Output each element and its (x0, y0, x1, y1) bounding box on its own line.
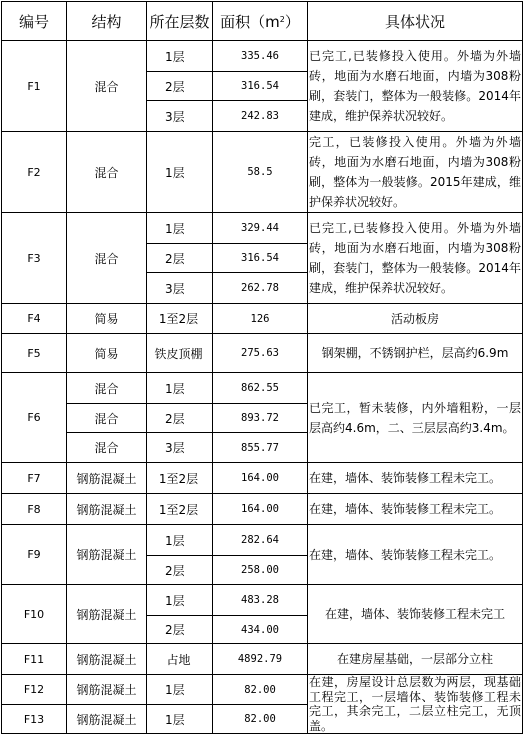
area-cell: 242.83 (213, 101, 308, 132)
structure-cell: 简易 (67, 304, 147, 334)
table-row (2, 525, 523, 556)
floor-cell: 2层 (147, 616, 213, 644)
status-description-cell: 已完工,已装修投入使用。外墙为外墙砖，地面为水磨石地面，内墙为308粉刷，套装门，整体为一般装修。2014年建成，维护保养状况较好。 (308, 213, 523, 304)
floor-cell: 2层 (147, 244, 213, 273)
header-floor: 所在层数 (147, 2, 213, 41)
floor-cell: 铁皮顶棚 (147, 334, 213, 373)
building-id-cell: F5 (2, 334, 67, 373)
floor-cell: 1层 (147, 585, 213, 616)
table-row (2, 334, 523, 373)
area-cell: 316.54 (213, 244, 308, 273)
table-row (2, 644, 523, 675)
area-cell: 483.28 (213, 585, 308, 616)
header-row (2, 2, 523, 41)
area-cell: 82.00 (213, 705, 308, 734)
structure-cell: 钢筋混凝土 (67, 463, 147, 494)
area-cell: 58.5 (213, 132, 308, 213)
floor-cell: 2层 (147, 72, 213, 101)
area-cell: 164.00 (213, 463, 308, 494)
table-row (2, 304, 523, 334)
structure-cell: 简易 (67, 334, 147, 373)
building-id-cell: F13 (2, 705, 67, 734)
status-description-cell: 已完工，暂未装修，内外墙粗粉，一层层高约4.6m，二、三层层高约3.4m。 (308, 373, 523, 463)
floor-cell: 2层 (147, 404, 213, 433)
structure-cell: 钢筋混凝土 (67, 585, 147, 644)
structure-cell: 混合 (67, 373, 147, 404)
status-description-cell: 在建，墙体、装饰装修工程未完工。 (308, 494, 523, 525)
area-cell: 893.72 (213, 404, 308, 433)
structure-cell: 混合 (67, 433, 147, 463)
building-id-cell: F1 (2, 41, 67, 132)
floor-cell: 1层 (147, 213, 213, 244)
structure-cell: 钢筋混凝土 (67, 525, 147, 585)
floor-cell: 3层 (147, 101, 213, 132)
floor-cell: 1层 (147, 705, 213, 734)
property-status-table (1, 1, 523, 734)
table-body (2, 41, 523, 734)
floor-cell: 1层 (147, 675, 213, 705)
header-id: 编号 (2, 2, 67, 41)
table-row (2, 675, 523, 705)
structure-cell: 混合 (67, 132, 147, 213)
area-cell: 329.44 (213, 213, 308, 244)
status-description-cell: 钢架棚，不锈钢护栏，层高约6.9m (308, 334, 523, 373)
building-id-cell: F9 (2, 525, 67, 585)
status-description-cell: 在建，房屋设计总层数为两层，现基础工程完工，一层墙体、装饰装修工程未完工，其余完工，二层立柱完工，无顶盖。 (309, 675, 521, 733)
status-description-cell: 在建，墙体、装饰装修工程未完工。 (308, 463, 523, 494)
area-cell: 126 (213, 304, 308, 334)
area-cell: 282.64 (213, 525, 308, 556)
status-description-cell: 完工，已装修投入使用。外墙为外墙砖，地面为水磨石地面，内墙为308粉刷，整体为一般装修。2015年建成，维护保养状况较好。 (308, 132, 523, 213)
building-id-cell: F11 (2, 644, 67, 675)
floor-cell: 2层 (147, 556, 213, 585)
structure-cell: 钢筋混凝土 (67, 675, 147, 705)
structure-cell: 混合 (67, 404, 147, 433)
header-description: 具体状况 (308, 2, 523, 41)
area-cell: 855.77 (213, 433, 308, 463)
building-id-cell: F12 (2, 675, 67, 705)
building-id-cell: F10 (2, 585, 67, 644)
table-row (2, 132, 523, 213)
status-description-cell: 在建，墙体、装饰装修工程未完工 (308, 585, 523, 644)
structure-cell: 钢筋混凝土 (67, 494, 147, 525)
table-row (2, 213, 523, 244)
area-cell: 316.54 (213, 72, 308, 101)
building-id-cell: F4 (2, 304, 67, 334)
property-table-wrapper (1, 1, 523, 734)
building-id-cell: F3 (2, 213, 67, 304)
status-description-cell: 活动板房 (308, 304, 523, 334)
area-cell: 4892.79 (213, 644, 308, 675)
table-row (2, 494, 523, 525)
structure-cell: 混合 (67, 213, 147, 304)
structure-cell: 钢筋混凝土 (67, 705, 147, 734)
floor-cell: 1层 (147, 373, 213, 404)
floor-cell: 1层 (147, 41, 213, 72)
floor-cell: 1至2层 (147, 304, 213, 334)
floor-cell: 1至2层 (147, 463, 213, 494)
area-cell: 164.00 (213, 494, 308, 525)
floor-cell: 1至2层 (147, 494, 213, 525)
structure-cell: 钢筋混凝土 (67, 644, 147, 675)
floor-cell: 1层 (147, 132, 213, 213)
building-id-cell: F8 (2, 494, 67, 525)
area-cell: 275.63 (213, 334, 308, 373)
table-row (2, 463, 523, 494)
building-id-cell: F6 (2, 373, 67, 463)
building-id-cell: F2 (2, 132, 67, 213)
status-description-cell: 在建，墙体、装饰装修工程未完工。 (308, 525, 523, 585)
table-row (2, 41, 523, 72)
area-cell: 335.46 (213, 41, 308, 72)
building-id-cell: F7 (2, 463, 67, 494)
floor-cell: 3层 (147, 273, 213, 304)
floor-cell: 3层 (147, 433, 213, 463)
area-cell: 262.78 (213, 273, 308, 304)
area-cell: 862.55 (213, 373, 308, 404)
area-cell: 434.00 (213, 616, 308, 644)
floor-cell: 1层 (147, 525, 213, 556)
area-cell: 82.00 (213, 675, 308, 705)
floor-cell: 占地 (147, 644, 213, 675)
status-description-cell: 在建房屋基础，一层部分立柱 (308, 644, 523, 675)
table-row (2, 585, 523, 616)
header-area: 面积$(m^2)$ (213, 2, 308, 41)
area-cell: 258.00 (213, 556, 308, 585)
status-description-cell: 已完工,已装修投入使用。外墙为外墙砖，地面为水磨石地面，内墙为308粉刷，套装门，整体为一般装修。2014年建成，维护保养状况较好。 (308, 41, 523, 132)
header-structure: 结构 (67, 2, 147, 41)
table-row (2, 373, 523, 404)
structure-cell: 混合 (67, 41, 147, 132)
